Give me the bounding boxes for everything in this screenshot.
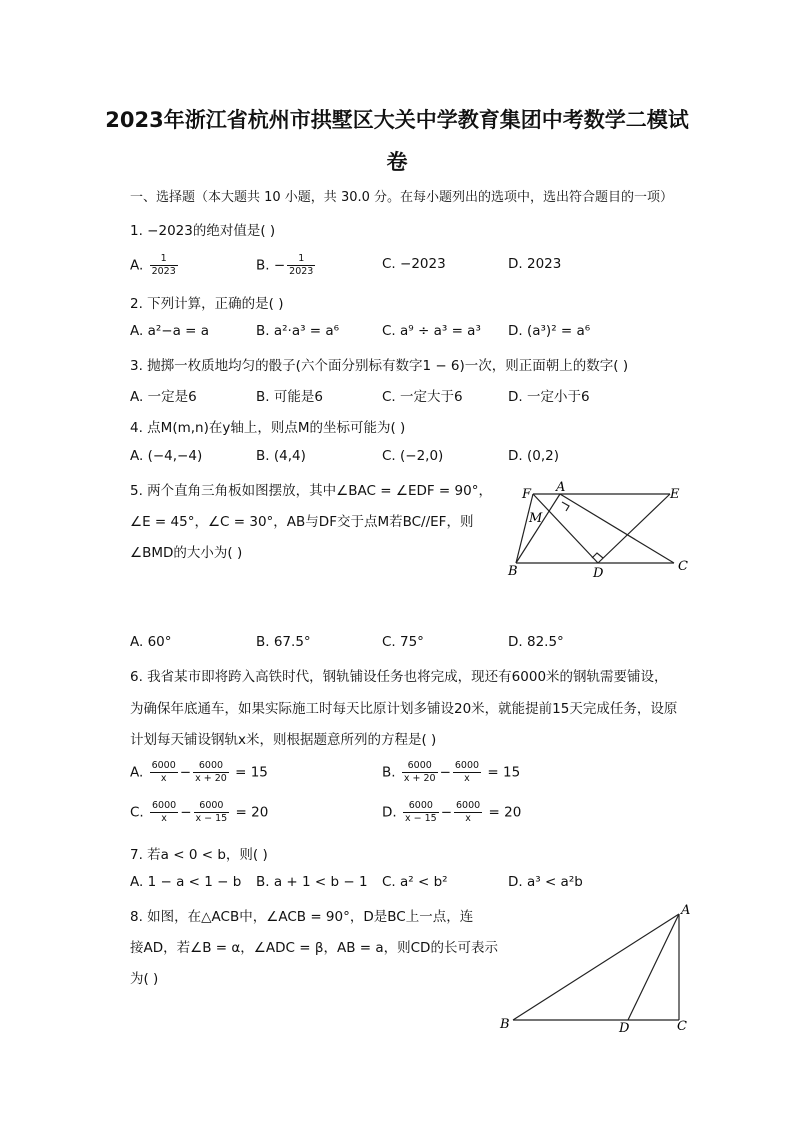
question-5-line-2: ∠E = 45°，∠C = 30°，AB与DF交于点M若BC//EF，则 [130, 514, 474, 530]
question-2-stem: 2. 下列计算，正确的是( ) [130, 296, 284, 312]
question-5-option-a: A. 60° [130, 634, 172, 650]
question-7-option-b: B. a + 1 < b − 1 [256, 874, 368, 890]
question-3-option-a: A. 一定是6 [130, 389, 197, 405]
question-5-figure [500, 480, 700, 580]
question-4-option-b: B. (4,4) [256, 448, 306, 464]
question-6-option-a: A. $\frac{6000}{x}$ − $\frac{6000}{x + 20}$ = 15 [130, 760, 268, 784]
question-3-option-b: B. 可能是6 [256, 389, 323, 405]
question-8-line-2: 接AD，若∠B = α，∠ADC = β，AB = a，则CD的长可表示 [130, 940, 498, 956]
fraction: $\frac{6000}{x - 15}$ [404, 800, 437, 824]
question-3-stem: 3. 抛掷一枚质地均匀的骰子(六个面分别标有数字1 − 6)一次，则正面朝上的数字( ) [130, 358, 629, 374]
section-heading: 一、选择题（本大题共 10 小题，共 30.0 分。在每小题列出的选项中，选出符合题目的一项） [130, 190, 674, 205]
option-label: B. [256, 257, 270, 274]
label-a: A [556, 480, 566, 495]
question-1-stem: 1. −2023的绝对值是( ) [130, 223, 276, 239]
label-d: D [593, 566, 604, 580]
question-6-line-1: 6. 我省某市即将跨入高铁时代，钢轨铺设任务也将完成，现还有6000米的钢轨需要铺设， [130, 669, 668, 685]
question-5-option-b: B. 67.5° [256, 634, 311, 650]
label-d: D [619, 1021, 630, 1036]
question-1-option-d: D. 2023 [508, 256, 562, 272]
label-a: A [681, 903, 691, 918]
question-5-option-d: D. 82.5° [508, 634, 564, 650]
question-6-option-d: D. $\frac{6000}{x - 15}$ − $\frac{6000}{x}$ = 20 [382, 800, 522, 824]
question-1-option-b [256, 253, 317, 278]
fraction: $\frac{6000}{x + 20}$ [195, 760, 227, 784]
fraction: $\frac{1}{2023}$ [289, 253, 314, 277]
fraction: $\frac{6000}{x}$ [456, 800, 481, 824]
fraction: $\frac{6000}{x}$ [151, 760, 176, 784]
option-label: A. [130, 257, 144, 274]
fraction: $\frac{6000}{x + 20}$ [403, 760, 436, 784]
question-5-option-c: C. 75° [382, 634, 424, 650]
question-2-option-a: A. a²−a = a [130, 323, 210, 339]
question-4-stem: 4. 点M(m,n)在y轴上，则点M的坐标可能为( ) [130, 420, 406, 436]
label-c: C [678, 559, 688, 574]
fraction: $\frac{6000}{x - 15}$ [195, 800, 228, 824]
question-3-option-c: C. 一定大于6 [382, 389, 463, 405]
page-title-continued: 卷 [386, 150, 408, 174]
edge-ab [516, 494, 560, 563]
right-angle-mark-d [592, 553, 603, 558]
label-b: B [500, 1017, 510, 1032]
minus-sign: − [273, 257, 286, 274]
fraction: $\frac{1}{2023}$ [151, 253, 176, 277]
question-3-option-d: D. 一定小于6 [508, 389, 590, 405]
question-4-option-d: D. (0,2) [508, 448, 559, 464]
question-6-option-c: C. $\frac{6000}{x}$ − $\frac{6000}{x - 15}$ = 20 [130, 800, 269, 824]
label-m: M [529, 511, 543, 526]
edge-ac [560, 494, 674, 563]
question-7-stem: 7. 若a < 0 < b，则( ) [130, 847, 268, 863]
question-2-option-c: C. a⁹ ÷ a³ = a³ [382, 323, 481, 339]
question-1-option-c: C. −2023 [382, 256, 446, 272]
question-7-option-c: C. a² < b² [382, 874, 448, 890]
question-7-option-d: D. a³ < a²b [508, 874, 583, 890]
fraction: $\frac{6000}{x}$ [454, 760, 480, 784]
question-2-option-d: D. (a³)² = a⁶ [508, 323, 591, 339]
question-8-line-3: 为( ) [130, 971, 159, 987]
label-f: F [522, 487, 532, 502]
fraction: $\frac{6000}{x}$ [152, 800, 177, 824]
edge-fb [516, 494, 533, 563]
label-b: B [508, 564, 518, 579]
question-5-line-1: 5. 两个直角三角板如图摆放，其中∠BAC = ∠EDF = 90°， [130, 483, 492, 499]
label-c: C [677, 1019, 687, 1034]
label-e: E [670, 487, 680, 502]
question-6-option-b: B. $\frac{6000}{x + 20}$ − $\frac{6000}{x}$ = 15 [382, 760, 521, 784]
question-7-option-a: A. 1 − a < 1 − b [130, 874, 242, 890]
page-title: 2023年浙江省杭州市拱墅区大关中学教育集团中考数学二模试 [105, 108, 689, 132]
question-6-line-3: 计划每天铺设钢轨x米，则根据题意所列的方程是( ) [130, 732, 437, 748]
question-5-line-3: ∠BMD的大小为( ) [130, 545, 243, 561]
question-4-option-a: A. (−4,−4) [130, 448, 203, 464]
right-angle-mark-a [562, 502, 569, 511]
question-4-option-c: C. (−2,0) [382, 448, 444, 464]
edge-ed [598, 494, 670, 563]
question-2-option-b: B. a²·a³ = a⁶ [256, 323, 340, 339]
question-8-line-1: 8. 如图，在△ACB中，∠ACB = 90°，D是BC上一点，连 [130, 909, 474, 925]
question-8-figure [495, 900, 705, 1040]
question-1-option-a [130, 253, 180, 278]
question-6-line-2: 为确保年底通车，如果实际施工时每天比原计划多铺设20米，就能提前15天完成任务，设原 [130, 701, 678, 717]
